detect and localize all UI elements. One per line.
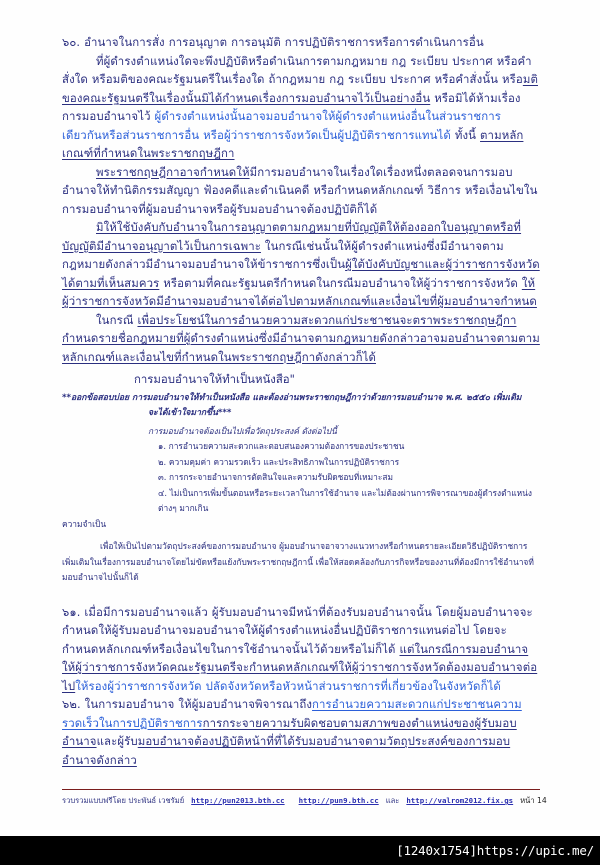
- section-60-paragraph-2: [62, 163, 540, 219]
- p4-underline-2: จะตราพระราชกฤษฎีกากำหนดรายชื่อกฎหมายที่ผู้ดำรงตำแหน่งซึ่งมีอำนาจตามกฎหมายดังกล่าวอาจมอบอำนาจตามตามหลักเกณฑ์และเงื่อนไขที่กำหนดในพระราชกฤษฎีกาดังกล่าวก็ได้: [62, 312, 540, 364]
- section-60-heading: [62, 33, 540, 52]
- note-list-item: [158, 439, 540, 455]
- s62-text-a: ๖๒. ในการมอบอำนาจ ให้ผู้มอบอำนาจพิจารณาถึง: [62, 697, 313, 711]
- note-closing-text: เพื่อให้เป็นไปตามวัตถุประสงค์ของการมอบอำนาจ ผู้มอบอำนาจอาจวางแนวทางหรือกำหนดรายละเอียดวิธีปฏิบัติราชการเพิ่มเติมในเรื่องการมอบอำนาจโดยไม่ขัดหรือแย้งกับพระราชกฤษฎีกานี้ เพื่อให้สอดคล้องกับภารกิจหรือของงานที่ต้องมีการใช้อำนาจที่มอบอำนาจไปนั้นก็ได้: [62, 541, 534, 582]
- note-exam-tip-text-2: จะได้เข้าใจมากขึ้น***: [148, 408, 232, 418]
- s61-text-a: ๖๑. เมื่อมีการมอบอำนาจแล้ว ผู้รับมอบอำนาจมีหน้าที่ต้องรับมอบอำนาจนั้น โดยผู้มอบอำนาจจะกำหนดให้ผู้รับมอบอำนาจมอบอำนาจให้ผู้ดำรงตำแหน่งอื่นปฏิบัติราชการแทนต่อไป โดยจะกำหนดหลักเกณฑ์หรือเงื่อนไขในการใช้อำนาจนั้นไว้ด้วยหรือไม่ก็ได้: [62, 604, 533, 656]
- footer-link-pun2013[interactable]: http://pun2013.bth.cc: [191, 796, 285, 805]
- p4-text-a: ในกรณี: [96, 312, 138, 327]
- note-list-item-text: ๔. ไม่เป็นการเพิ่มขั้นตอนหรือระยะเวลาในการใช้อำนาจ และไม่ต้องผ่านการพิจารณาของผู้ดำรงตำแหน่งต่างๆ มากเกิน: [158, 487, 532, 513]
- note-exam-tip-line-2: [148, 406, 540, 421]
- p1-underline-2: ตามหลักเกณฑ์ที่กำหนดในพระราชกฤษฎีกา: [62, 127, 524, 160]
- document-body: [62, 33, 540, 769]
- footer-credit: รวบรวมแบบฟรีโดย ประพันธ์ เวชรัมย์: [62, 796, 185, 805]
- note-list-item: [158, 455, 540, 471]
- s62-underline-3: มอบอำนาจต้องปฏิบัติหน้าที่ที่ได้รับมอบอำนาจตามวัตถุประสงค์ของการมอบอำนาจดังกล่าว: [62, 734, 511, 767]
- watermark-label: [396, 843, 594, 858]
- p1-text-b: หรือมิได้ห้ามเรื่องการมอบอำนาจไว้: [62, 90, 521, 123]
- section-60-paragraph-4: [62, 311, 540, 367]
- p3-text-b: หรือตามที่คณะรัฐมนตรีกำหนดในกรณีมอบอำนาจให้ผู้ว่าราชการจังหวัด: [159, 275, 522, 290]
- note-list-item: [158, 486, 540, 517]
- section-60-paragraph-3: [62, 218, 540, 311]
- p3-text-a: ในกรณีเช่นนั้นให้ผู้ดำรงตำแหน่งซึ่งมีอำนาจตามกฎหมายดังกล่าวมีอำนาจมอบอำนาจให้ข้าราชการซึ่งเป็น: [62, 238, 504, 271]
- spacer: [62, 586, 540, 603]
- footer-link-valrom2012[interactable]: http://valrom2012.fix.gs: [406, 796, 514, 805]
- note-list-item-text: ๑. การอำนวยความสะดวกและตอบสนองความต้องการของประชาชน: [158, 441, 405, 451]
- note-list-item-continuation: [62, 517, 540, 533]
- note-title: [134, 370, 540, 388]
- s62-underline-1: การอำนวยความสะดวกแก่ประชาชนความรวดเร็วในการปฏิบัติราชการ: [62, 697, 522, 730]
- p3-underline-2: ผู้ใต้บังคับบัญชาและผู้ว่าราชการจังหวัดได้ตามที่เห็นสมควร: [62, 257, 540, 290]
- footer: [62, 795, 552, 807]
- s61-highlight-blue: ให้รองผู้ว่าราชการจังหวัด ปลัดจังหวัดหรือหัวหน้าส่วนราชการที่เกี่ยวข้องในจังหวัดก็ได้: [75, 678, 501, 693]
- footer-page-number: หน้า 14: [520, 796, 547, 805]
- section-60-paragraph-1: [62, 52, 540, 163]
- s62-underline-2: การกระจายความรับผิดชอบตามสภาพของตำแหน่งของผู้รับมอบอำนาจ: [62, 715, 517, 748]
- note-closing-paragraph: [62, 539, 540, 586]
- p1-text-c: ทั้งนี้: [450, 127, 481, 142]
- watermark-dimensions: [1240x1754]: [396, 843, 477, 858]
- footer-divider: [62, 789, 540, 790]
- p4-underline-1: เพื่อประโยชน์ในการอำนวยความสะดวกแก่ประชาชน: [137, 312, 400, 327]
- p2-underline-1: พระราชกฤษฎีกาอาจกำหนดให้: [96, 164, 250, 179]
- section-61-paragraph: [62, 603, 540, 696]
- note-list-item: [158, 470, 540, 486]
- note-list-item-text: ๒. ความคุมค่า ความรวดเร็ว และประสิทธิภาพในการปฏิบัติราชการ: [158, 456, 400, 467]
- p1-underline-1: มติของคณะรัฐมนตรีในเรื่องนั้นมิได้กำหนดเรื่องการมอบอำนาจไว้เป็นอย่างอื่น: [62, 72, 538, 105]
- note-lead-in-text: การมอบอำนาจต้องเป็นไปเพื่อวัตถุประสงค์ ดังต่อไปนี้: [148, 426, 337, 436]
- note-list-item-continuation-text: ความจำเป็น: [62, 518, 107, 529]
- watermark-source: https://upic.me/: [476, 843, 594, 858]
- section-62-paragraph: [62, 695, 540, 769]
- note-list-item-text: ๓. การกระจายอำนาจการตัดสินใจและความรับผิดชอบที่เหมาะสม: [158, 472, 393, 482]
- s62-text-b: และผู้รับ: [96, 734, 138, 748]
- p1-highlight-blue: ผู้ดำรงตำแหน่งนั้นอาจมอบอำนาจให้ผู้ดำรงตำแหน่งอื่นในส่วนราชการเดียวกันหรือส่วนราชการอื่น หรือผู้ว่าราชการจังหวัดเป็นผู้ปฏิบัติราชการแทนได้: [62, 109, 501, 142]
- footer-conjunction: และ: [385, 796, 400, 805]
- note-title-text: การมอบอำนาจให้ทำเป็นหนังสือ": [134, 372, 295, 386]
- footer-link-pun9[interactable]: http://pun9.bth.cc: [298, 796, 379, 805]
- p2-text-a: มีการมอบอำนาจในเรื่องใดเรื่องหนึ่งตลอดจนการมอบอำนาจให้ทำนิติกรรมสัญญา ฟ้องคดีและดำเนินคดี หรือกำหนดหลักเกณฑ์ วิธีการ หรือเงื่อนไขในการมอบอำนาจที่ผู้มอบอำนาจหรือผู้รับมอบอำนาจต้องปฏิบัติก็ได้: [62, 164, 538, 216]
- note-exam-tip-text-1: **ออกข้อสอบบ่อย การมอบอำนาจให้ทำเป็นหนังสือ และต้องอ่านพระราชกฤษฎีกาว่าด้วยการมอบอำนาจ พ.ศ. ๒๕๕๐ เพิ่มเติม: [62, 393, 522, 403]
- p3-underline-3: ให้ผู้ว่าราชการจังหวัดมีอำนาจมอบอำนาจได้ต่อไปตามหลักเกณฑ์และเงื่อนไขที่ผู้มอบอำนาจกำหนด: [62, 275, 537, 308]
- p1-text-a: ที่ผู้ดำรงตำแหน่งใดจะพึงปฏิบัติหรือดำเนินการตามกฎหมาย กฎ ระเบียบ ประกาศ หรือคำสั่งใด หรือมติของคณะรัฐมนตรีในเรื่องใด ถ้ากฎหมาย กฎ ระเบียบ ประกาศ หรือคำสั่งนั้น หรือ: [62, 53, 532, 86]
- note-lead-in: [148, 424, 540, 439]
- note-exam-tip-line-1: [62, 391, 540, 406]
- p3-underline-1: มิให้ใช้บังคับกับอำนาจในการอนุญาตตามกฎหมายที่บัญญัติให้ต้องออกใบอนุญาตหรือที่บัญญัติมีอำนาจอนุญาตไว้เป็นการเฉพาะ: [62, 220, 522, 253]
- section-60-heading-text: ๖๐. อำนาจในการสั่ง การอนุญาต การอนุมัติ การปฏิบัติราชการหรือการดำเนินการอื่น: [62, 35, 484, 49]
- s61-underline-1: แต่ในกรณีการมอบอำนาจให้ผู้ว่าราชการจังหวัดคณะรัฐมนตรีจะกำหนดหลักเกณฑ์ให้ผู้ว่าราชการจังหวัดต้องมอบอำนาจต่อไป: [62, 641, 538, 693]
